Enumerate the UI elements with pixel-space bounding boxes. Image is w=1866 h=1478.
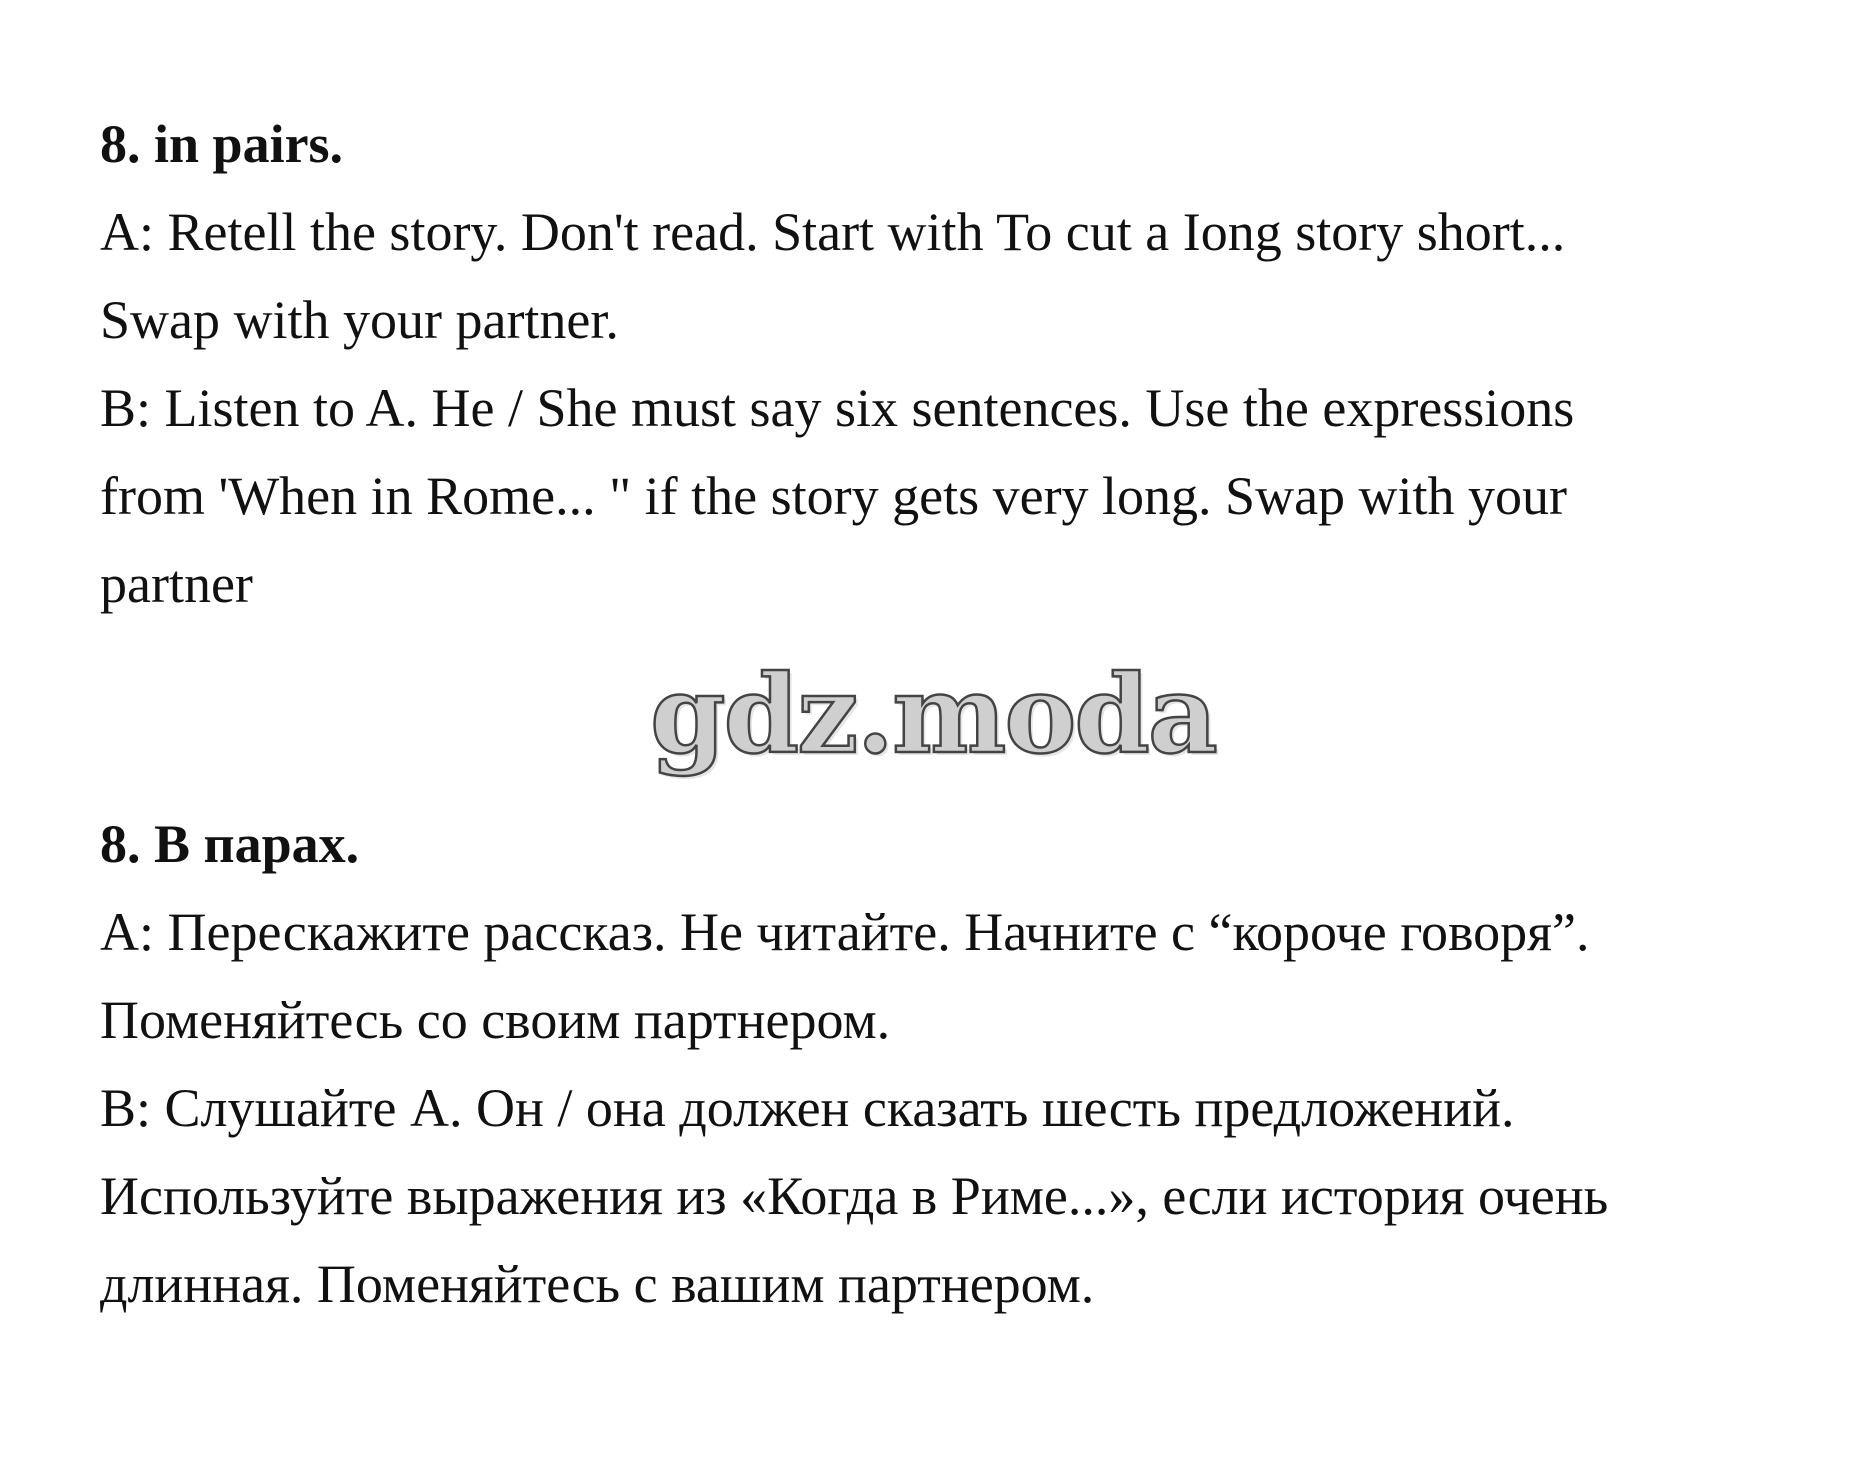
english-line-1: A: Retell the story. Don't read. Start with To cut a Iong story short... bbox=[100, 202, 1566, 262]
english-line-5: partner bbox=[100, 554, 253, 614]
english-line-3: B: Listen to A. He / She must say six sentences. Use the expressions bbox=[100, 378, 1575, 438]
russian-line-2: Поменяйтесь со своим партнером. bbox=[100, 990, 891, 1050]
english-line-4: from 'When in Rome... " if the story gets very long. Swap with your bbox=[100, 466, 1568, 526]
watermark-logo: gdz.moda bbox=[650, 652, 1216, 778]
russian-line-3: В: Слушайте А. Он / она должен сказать шесть предложений. bbox=[100, 1078, 1515, 1138]
russian-line-4: Используйте выражения из «Когда в Риме...», если история очень bbox=[100, 1166, 1609, 1226]
russian-line-5: длинная. Поменяйтесь с вашим партнером. bbox=[100, 1254, 1095, 1314]
english-heading: 8. in pairs. bbox=[100, 114, 344, 174]
english-line-2: Swap with your partner. bbox=[100, 290, 619, 350]
russian-heading: 8. В парах. bbox=[100, 814, 360, 874]
russian-line-1: А: Перескажите рассказ. Не читайте. Начните с “короче говоря”. bbox=[100, 902, 1590, 962]
